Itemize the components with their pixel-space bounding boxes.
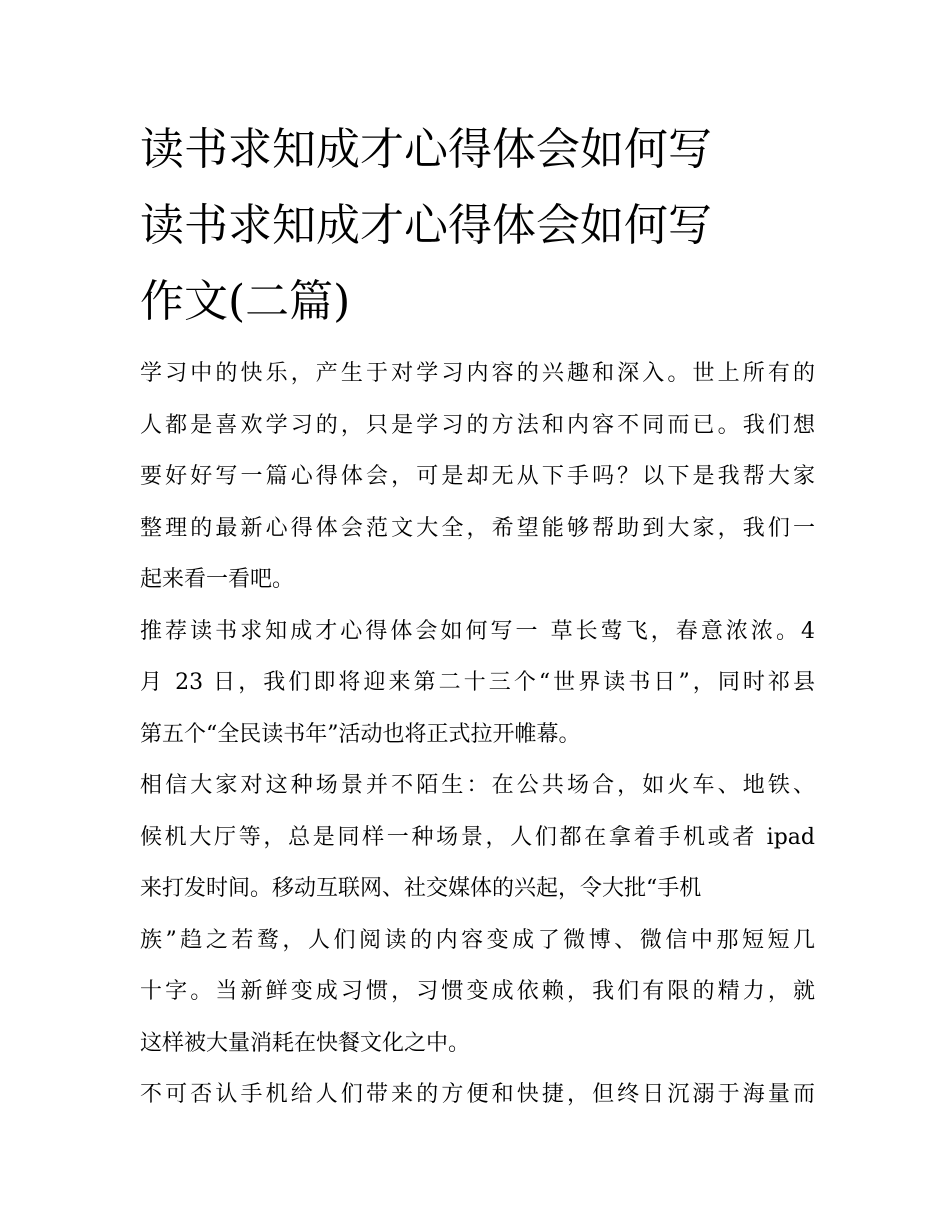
document-body — [140, 348, 815, 1121]
text-line: 第五个“全民读书年”活动也将正式拉开帷幕。 — [140, 721, 581, 747]
title-line-3: 作文(二篇) — [140, 276, 351, 327]
text-line: 学习中的快乐，产生于对学习内容的兴趣和深入。世上所有的 — [140, 361, 815, 386]
text-line: 这样被大量消耗在快餐文化之中。 — [140, 1030, 471, 1056]
text-line: 要好好写一篇心得体会，可是却无从下手吗？以下是我帮大家 — [140, 464, 815, 489]
text-line: 族”趋之若鹜，人们阅读的内容变成了微博、微信中那短短几 — [140, 927, 815, 953]
text-line: 十字。当新鲜变成习惯，习惯变成依赖，我们有限的精力，就 — [140, 979, 815, 1004]
text-line: 不可否认手机给人们带来的方便和快捷，但终日沉溺于海量而 — [140, 1082, 815, 1107]
document-title — [140, 112, 820, 340]
text-line: 月 23 日，我们即将迎来第二十三个“世界读书日”，同时祁县 — [140, 670, 815, 695]
text-line: 相信大家对这种场景并不陌生：在公共场合，如火车、地铁、 — [140, 773, 815, 798]
paragraph-recommend — [140, 606, 815, 761]
paragraph-scene — [140, 760, 815, 1069]
title-line-2: 读书求知成才心得体会如何写 — [140, 200, 712, 251]
paragraph-phone — [140, 1069, 815, 1121]
title-line-1: 读书求知成才心得体会如何写 — [140, 124, 712, 175]
text-line: 推荐读书求知成才心得体会如何写一 草长莺飞，春意浓浓。4 — [140, 618, 815, 644]
text-line: 起来看一看吧。 — [140, 567, 295, 592]
text-line: 整理的最新心得体会范文大全，希望能够帮助到大家，我们一 — [140, 515, 815, 541]
text-line: 来打发时间。移动互联网、社交媒体的兴起，令大批“手机 — [140, 876, 702, 901]
text-line: 人都是喜欢学习的，只是学习的方法和内容不同而已。我们想 — [140, 412, 815, 438]
paragraph-intro — [140, 348, 815, 606]
text-line: 候机大厅等，总是同样一种场景，人们都在拿着手机或者 ipad — [140, 824, 815, 850]
